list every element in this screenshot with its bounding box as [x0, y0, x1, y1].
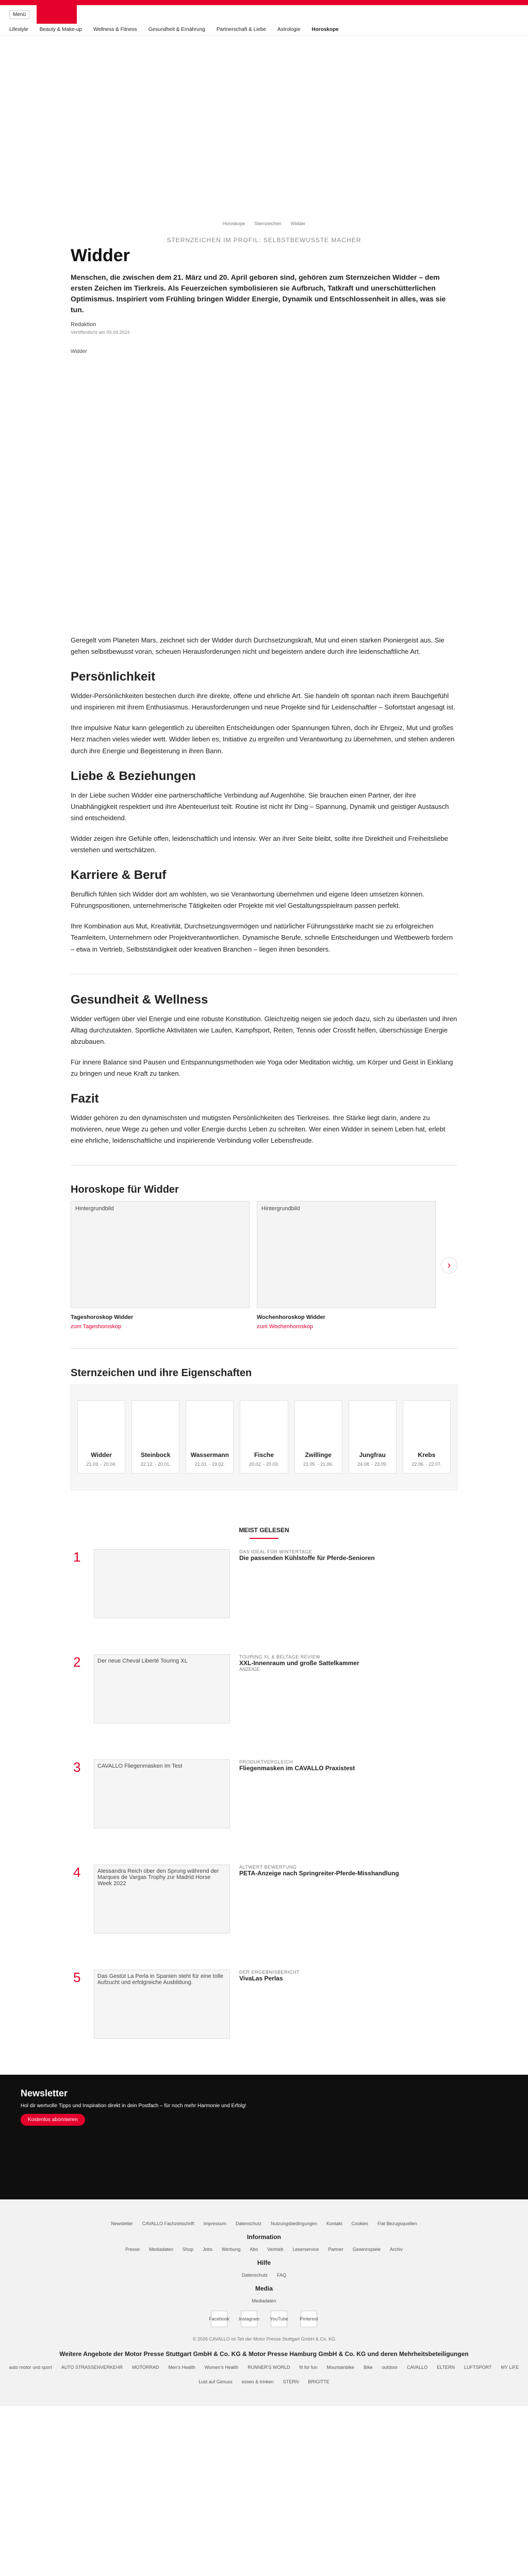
article-content — [71, 221, 457, 1490]
most-read-list — [73, 1549, 455, 2039]
sign-name: Krebs — [418, 1451, 436, 1459]
section-heading: Fazit — [71, 1092, 99, 1106]
sign-card[interactable] — [77, 1400, 125, 1473]
footer-link[interactable]: ELTERN — [437, 2365, 455, 2370]
most-read-item-title[interactable]: PETA-Anzeige nach Springreiter-Pferde-Misshandlung — [239, 1870, 399, 1877]
breadcrumb — [71, 221, 457, 226]
footer-link[interactable]: Jobs — [203, 2247, 213, 2252]
site-logo[interactable] — [37, 5, 77, 24]
sign-dates: 20.02. - 20.03. — [249, 1462, 279, 1467]
footer-link[interactable]: MY LIFE — [501, 2365, 519, 2370]
footer-copyright: © 2026 CAVALLO ist Teil der Motor Presse Stuttgart GmbH & Co. KG — [192, 2336, 336, 2342]
article-hero-image — [71, 346, 457, 635]
nav-item-lifestyle[interactable]: Lifestyle — [9, 26, 28, 32]
article-kicker: STERNZEICHEN IM PROFIL: SELBSTBEWUSSTE MACHER — [167, 236, 361, 244]
section-paragraph: Widder gehören zu den dynamischsten und mutigsten Persönlichkeiten des Tierkreises. Ihre Stärke liegt darin, andere zu motivieren, neue Wege zu gehen und voller Energie durchs Leben zu schreiten. Wer einen Widder in seinem Leben hat, erlebt eine ehrliche, leidenschaftliche und inspirierende Verbindung voller Lebensfreude. — [71, 1114, 446, 1145]
youtube-icon[interactable]: YouTube — [271, 2311, 287, 2327]
image-alt: CAVALLO Fliegenmasken im Test — [97, 1763, 183, 1770]
most-read-title: MEIST GELESEN — [239, 1527, 289, 1534]
footer-link[interactable]: MOTORRAD — [132, 2365, 159, 2370]
footer-link[interactable]: Gewinnspiele — [353, 2247, 381, 2252]
pinterest-icon[interactable]: Pinterest — [301, 2311, 317, 2327]
footer-link[interactable]: Mediadaten — [148, 2247, 173, 2252]
footer-link[interactable]: Mountainbike — [326, 2365, 355, 2370]
footer-link[interactable]: Vertrieb — [267, 2247, 284, 2252]
instagram-icon[interactable]: Instagram — [241, 2311, 257, 2327]
footer-link[interactable]: FAQ — [277, 2273, 287, 2278]
footer-link[interactable]: Kontakt — [326, 2221, 342, 2227]
horoscope-card-title: Wochenhoroskop Widder — [257, 1314, 325, 1321]
most-read-item[interactable] — [73, 1865, 455, 1934]
footer-info-title: Information — [247, 2233, 281, 2241]
horoscope-card[interactable] — [71, 1201, 250, 1330]
most-read-category: ALTWERT BEWERTUNG — [239, 1865, 297, 1870]
footer-link[interactable]: Lust auf Genuss — [199, 2379, 233, 2385]
sign-name: Zwillinge — [305, 1451, 332, 1459]
newsletter-title: Newsletter — [21, 2088, 68, 2099]
most-read-image — [94, 1759, 230, 1828]
newsletter-section — [0, 2075, 528, 2199]
site-header — [0, 5, 528, 24]
nav-item-gesundheit[interactable]: Gesundheit & Ernährung — [148, 26, 205, 32]
footer-link[interactable]: fit for fun — [299, 2365, 318, 2370]
section-heading: Liebe & Beziehungen — [71, 769, 196, 783]
footer-info-links — [0, 2247, 528, 2252]
footer-link[interactable]: Presse — [125, 2247, 140, 2252]
nav-item-beauty[interactable]: Beauty & Make-up — [39, 26, 82, 32]
most-read-item-title[interactable]: VivaLas Perlas — [239, 1975, 283, 1982]
footer-link[interactable]: Cookies — [351, 2221, 369, 2227]
most-read-category: DER ERGEBNISBERICHT — [239, 1970, 300, 1975]
article-title: Widder — [71, 246, 130, 265]
most-read-number: 2 — [73, 1654, 81, 1670]
most-read-image — [94, 1865, 230, 1934]
footer-corp: Weitere Angebote der Motor Presse Stuttgart GmbH & Co. KG & Motor Presse Hamburg GmbH & Co. KG und deren Mehrheitsbeteiligungen — [59, 2350, 469, 2358]
section-paragraph: Für innere Balance sind Pausen und Entspannungsmethoden wie Yoga oder Meditation wichtig, um Körper und Geist in Einklang zu bringen und neue Kraft zu tanken. — [71, 1058, 453, 1077]
newsletter-subscribe-button[interactable]: Kostenlos abonnieren — [21, 2114, 85, 2126]
most-read-item[interactable] — [73, 1549, 455, 1618]
footer-link[interactable]: LUFTSPORT — [464, 2365, 492, 2370]
most-read-number: 4 — [73, 1865, 81, 1880]
footer-link[interactable]: AUTO STRASSENVERKEHR — [61, 2365, 123, 2370]
footer-link[interactable]: Werbung — [222, 2247, 241, 2252]
most-read-number: 5 — [73, 1970, 81, 1986]
footer-main-links — [0, 2221, 528, 2226]
social-icons — [0, 2311, 528, 2327]
sign-dates: 24.08. - 23.09. — [357, 1462, 388, 1467]
top-red-bar — [0, 0, 528, 5]
site-footer — [0, 2199, 528, 2406]
most-read-item-title[interactable]: Die passenden Kühlstoffe für Pferde-Senioren — [239, 1554, 375, 1562]
chevron-right-icon[interactable]: › — [441, 1257, 457, 1274]
article-lead: Menschen, die zwischen dem 21. März und 20. April geboren sind, gehören zum Sternzeichen Widder – dem ersten Zeichen im Tierkreis. Als Feuerzeichen symbolisieren sie Aufbruch, Tatkraft und unerschütterlichen Optimismus. Inspiriert vom Frühling bringen Widder Energie, Dynamik und Entschlossenheit in alles, was sie tun. — [71, 273, 446, 314]
image-alt: Der neue Cheval Liberté Touring XL — [97, 1658, 188, 1665]
most-read-image — [94, 1970, 230, 2039]
sign-dates: 21.01. - 19.02. — [194, 1462, 225, 1467]
section-heading: Gesundheit & Wellness — [71, 992, 208, 1007]
sign-name: Fische — [254, 1451, 274, 1459]
footer-link[interactable]: Datenschutz — [236, 2221, 262, 2227]
horoscope-card-image — [257, 1201, 436, 1308]
signs-section-title: Sternzeichen und ihre Eigenschaften — [71, 1367, 252, 1379]
article-intro: Geregelt vom Planeten Mars, zeichnet sich der Widder durch Durchsetzungskraft, Mut und einen starken Pioniergeist aus. Sie gehen selbstbewusst voran, scheuen Herausforderungen nicht und begeistern andere durch ihre leidenschaftliche Art. — [71, 636, 444, 656]
breadcrumb-item[interactable]: Horoskope — [222, 221, 245, 226]
nav-item-horoskope[interactable]: Horoskope — [311, 26, 339, 32]
most-read-underline — [250, 1538, 278, 1539]
most-read-extra: ANZEIGE — [239, 1667, 260, 1672]
footer-link[interactable]: auto motor und sport — [9, 2365, 52, 2370]
footer-link[interactable]: essen & trinken — [241, 2379, 274, 2385]
footer-link[interactable]: STERN — [283, 2379, 299, 2385]
most-read-category: DAS IDEAL FÜR WINTERTAGE — [239, 1549, 312, 1555]
footer-link[interactable]: Impressum — [203, 2221, 226, 2227]
sign-card[interactable] — [131, 1400, 179, 1473]
sign-card[interactable] — [349, 1400, 397, 1473]
image-alt: Alessandra Reich über den Sprung während der Marques de Vargas Trophy zur Madrid Horse Week 2022 — [97, 1868, 219, 1887]
most-read-image — [94, 1654, 230, 1723]
article-meta: Veröffentlicht am 09.04.2024 — [71, 330, 130, 335]
sign-dates: 22.06. - 22.07. — [411, 1462, 442, 1467]
sign-dates: 22.12. - 20.01. — [140, 1462, 171, 1467]
sign-dates: 21.03. - 20.04. — [86, 1462, 117, 1467]
horoscope-card-link[interactable]: zum Wochenhoroskop — [257, 1324, 314, 1330]
footer-help-links — [0, 2273, 528, 2278]
footer-link[interactable]: Archiv — [390, 2247, 403, 2252]
section-paragraph: Beruflich fühlen sich Widder dort am wohlsten, wo sie Verantwortung übernehmen und eigene Ideen umsetzen können. Führungspositionen, unternehmerische Tätigkeiten oder Projekte mit viel Gestaltungsspielraum passen perfekt. — [71, 890, 424, 910]
nav-item-partnerschaft[interactable]: Partnerschaft & Liebe — [216, 26, 267, 32]
footer-link[interactable]: BRIGITTE — [308, 2379, 329, 2385]
footer-link[interactable]: Men's Health — [168, 2365, 195, 2370]
footer-link[interactable]: Leserservice — [292, 2247, 319, 2252]
most-read-item[interactable] — [73, 1654, 455, 1723]
footer-link[interactable]: Bike — [364, 2365, 373, 2370]
most-read-number: 3 — [73, 1759, 81, 1775]
sign-dates: 21.05. - 21.06. — [303, 1462, 334, 1467]
footer-link[interactable]: Nutzungsbedingungen — [271, 2221, 318, 2227]
image-alt: Das Gestüt La Perla in Spanien steht für eine tolle Aufzucht und erfolgreiche Ausbildung. — [97, 1973, 223, 1986]
footer-link[interactable]: Abo — [250, 2247, 258, 2252]
section-heading: Persönlichkeit — [71, 670, 156, 684]
section-heading: Karriere & Beruf — [71, 868, 167, 883]
most-read-item-title[interactable]: Fliegenmasken im CAVALLO Praxistest — [239, 1765, 355, 1772]
footer-link[interactable]: Partner — [328, 2247, 343, 2252]
nav-item-wellness[interactable]: Wellness & Fitness — [93, 26, 137, 32]
main-nav — [0, 24, 528, 36]
footer-link[interactable]: RUNNER'S WORLD — [248, 2365, 290, 2370]
footer-link[interactable]: Datenschutz — [241, 2273, 268, 2278]
sign-card[interactable] — [186, 1400, 234, 1473]
most-read-number: 1 — [73, 1549, 81, 1565]
article-author[interactable]: Redaktion — [71, 321, 96, 328]
nav-item-astrologie[interactable]: Astrologie — [277, 26, 301, 32]
image-alt: Hintergrundbild — [75, 1206, 114, 1212]
footer-media-title: Media — [255, 2285, 273, 2293]
section-paragraph: In der Liebe suchen Widder eine partnerschaftliche Verbindung auf Augenhöhe. Sie brauchen einen Partner, der ihre Unabhängigkeit respektiert und ihre Abenteuerlust teilt. Routine ist nicht ihr Ding – Spannung, Dynamik und geistiger Austausch sind entscheidend. — [71, 791, 449, 822]
horoscope-card-link[interactable]: zum Tageshoroskop — [71, 1324, 122, 1330]
footer-link[interactable]: Mediadaten — [252, 2298, 276, 2304]
menu-button[interactable]: Menü — [9, 10, 29, 19]
horoscope-card-image — [71, 1201, 250, 1308]
section-paragraph: Ihre impulsive Natur kann gelegentlich zu übereilten Entscheidungen oder Spannungen führen, doch ihr Ehrgeiz, Mut und großes Herz machen vieles wieder wett. Widder lieben es, Initiative zu ergreifen und Verantwortung zu übernehmen, und stehen anderen durch ihre Energie und Begeisterung in ihren Bann. — [71, 724, 455, 755]
sign-card[interactable] — [403, 1400, 451, 1473]
footer-media-links — [0, 2298, 528, 2303]
image-alt: Hintergrundbild — [261, 1206, 300, 1212]
sign-name: Wassermann — [190, 1451, 229, 1459]
footer-link[interactable]: Women's Health — [204, 2365, 239, 2370]
most-read-item[interactable] — [73, 1759, 455, 1828]
footer-link[interactable]: CAVALLO Fachzeitschrift — [142, 2221, 194, 2227]
horoscope-card-title: Tageshoroskop Widder — [71, 1314, 134, 1321]
footer-link[interactable]: Shop — [183, 2247, 194, 2252]
section-paragraph: Widder zeigen ihre Gefühle offen, leidenschaftlich und intensiv. Wer an ihrer Seite bleibt, sollte ihre Direktheit und Freiheitsliebe verstehen und wertschätzen. — [71, 834, 449, 854]
section-paragraph: Widder-Persönlichkeiten bestechen durch ihre direkte, offene und ehrliche Art. Sie handeln oft spontan nach ihrem Bauchgefühl und inspirieren mit ihrem Enthusiasmus. Herausforderungen und neue Projekte sind für Leidenschaftler – Sofortstart angesagt ist. — [71, 692, 455, 711]
most-read-item-title[interactable]: XXL-Innenraum und große Sattelkammer — [239, 1659, 359, 1667]
sign-name: Widder — [91, 1451, 112, 1459]
hero-image-alt: Widder — [71, 349, 87, 354]
most-read-item[interactable] — [73, 1970, 455, 2039]
footer-link[interactable]: Newsletter — [111, 2221, 133, 2227]
newsletter-text: Hol dir wertvolle Tipps und Inspiration direkt in dein Postfach – für noch mehr Harmonie und Erfolg! — [21, 2103, 246, 2109]
most-read-image — [94, 1549, 230, 1618]
sign-card[interactable] — [294, 1400, 342, 1473]
most-read-category: PRODUKTVERGLEICH — [239, 1759, 293, 1765]
footer-link[interactable]: Fiat Bezugsquellen — [377, 2221, 417, 2227]
breadcrumb-item[interactable]: Sternzeichen — [254, 221, 282, 226]
footer-link[interactable]: CAVALLO — [407, 2365, 428, 2370]
sign-card[interactable] — [240, 1400, 288, 1473]
facebook-icon[interactable]: Facebook — [211, 2311, 227, 2327]
footer-help-title: Hilfe — [257, 2259, 271, 2267]
footer-link[interactable]: outdoor — [382, 2365, 398, 2370]
section-paragraph: Widder verfügen über viel Energie und eine robuste Konstitution. Gleichzeitig neigen sie jedoch dazu, sich zu überlasten und ihren Alltag durchzutakten. Sportliche Aktivitäten wie Laufen, Kampfsport, Reiten, Tennis oder Crossfit helfen, überschüssige Energie abzubauen. — [71, 1014, 457, 1045]
breadcrumb-item: Widder — [290, 221, 306, 226]
horoscope-section-title: Horoskope für Widder — [71, 1184, 179, 1196]
signs-carousel — [71, 1384, 457, 1490]
section-divider — [71, 1348, 457, 1349]
sign-name: Steinbock — [141, 1451, 171, 1459]
most-read-category: TOURING XL & BELTAGE REVIEW — [239, 1654, 321, 1660]
sign-name: Jungfrau — [359, 1451, 386, 1459]
horoscope-card[interactable] — [257, 1201, 436, 1330]
footer-partner-links — [0, 2365, 528, 2384]
section-paragraph: Ihre Kombination aus Mut, Kreativität, Durchsetzungsvermögen und natürlicher Führungsstärke macht sie zu erfolgreichen Teamleitern, Unternehmern oder Projektverantwortlichen. Dynamische Berufe, schnelle Entscheidungen und Wettbewerb fordern – etwa in Vertrieb, Selbstständigkeit oder kreativen Branchen – liegen ihnen besonders. — [71, 922, 453, 953]
